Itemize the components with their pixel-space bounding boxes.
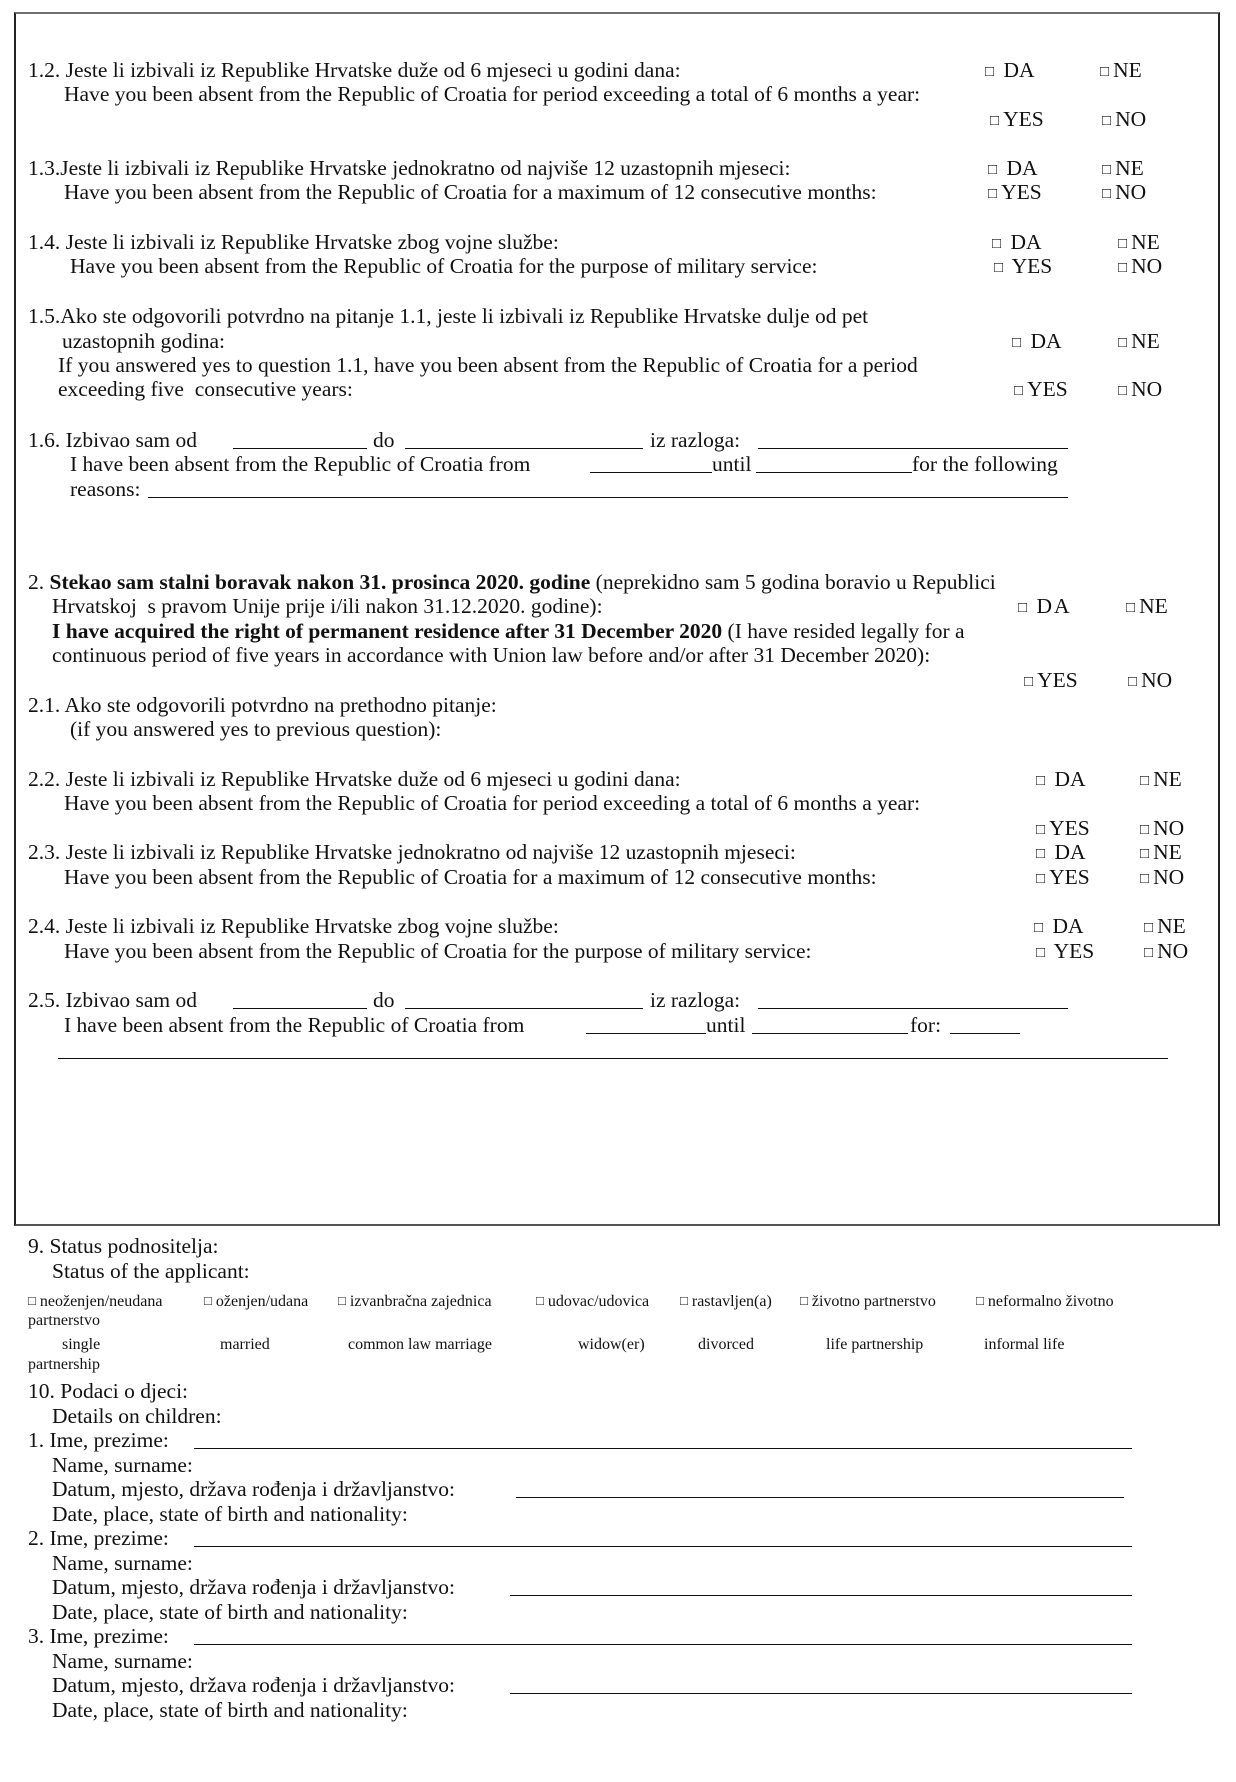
q1-6-reason-label: iz razloga: <box>650 428 741 452</box>
checkbox-icon: □ <box>1128 674 1138 690</box>
checkbox-icon: □ <box>1102 162 1112 178</box>
status-en-wrap: partnership <box>28 1356 100 1373</box>
q2-1-en-text: (if you answered yes to previous question): <box>70 717 442 741</box>
q1-4-da-checkbox[interactable]: □ DA <box>992 230 1042 254</box>
checkbox-icon: □ <box>1100 64 1110 80</box>
q1-5-hr-line1: 1.5.Ako ste odgovorili potvrdno na pitanje 1.1, jeste li izbivali iz Republike Hrvatske dulje od pet <box>28 304 869 328</box>
q2-en-line1: I have acquired the right of permanent residence after 31 December 2020 (I have resided legally for a <box>52 619 965 643</box>
child-3-birth-label: Datum, mjesto, država rođenja i državljanstvo: <box>52 1673 455 1697</box>
q2-4-da-checkbox[interactable]: □ DA <box>1034 914 1084 938</box>
q2-3-da-checkbox[interactable]: □ DA <box>1036 840 1086 864</box>
q2-hr-line2: Hrvatskoj s pravom Unije prije i/ili nakon 31.12.2020. godine): <box>52 594 603 618</box>
child-1-name-field[interactable] <box>194 1448 1132 1449</box>
child-1-name-en: Name, surname: <box>52 1453 193 1477</box>
q1-3-da-checkbox[interactable]: □ DA <box>988 156 1038 180</box>
status-opt-informal-life[interactable]: □ neformalno životno <box>976 1293 1114 1310</box>
child-3-birth-en: Date, place, state of birth and nationality: <box>52 1698 408 1722</box>
q2-3-en-text: Have you been absent from the Republic of Croatia for a maximum of 12 consecutive months: <box>64 865 877 889</box>
q2-5-extra-line-field[interactable] <box>58 1058 1168 1059</box>
q2-5-do-label: do <box>373 988 395 1012</box>
status-en-title: Status of the applicant: <box>52 1259 250 1283</box>
q1-2-hr-text: 1.2. Jeste li izbivali iz Republike Hrvatske duže od 6 mjeseci u godini dana: <box>28 58 681 82</box>
child-3-name-field[interactable] <box>194 1644 1132 1645</box>
q2-4-ne-checkbox[interactable]: □ NE <box>1144 914 1186 938</box>
q2-4-hr-text: 2.4. Jeste li izbivali iz Republike Hrvatske zbog vojne službe: <box>28 914 559 938</box>
q2-2-yes-checkbox[interactable]: □ YES <box>1036 816 1090 840</box>
q2-5-en-for-label: for: <box>910 1013 942 1037</box>
q2-5-en-until-field[interactable] <box>752 1033 908 1034</box>
checkbox-icon: □ <box>985 64 995 80</box>
q1-6-do-label: do <box>373 428 395 452</box>
children-en-title: Details on children: <box>52 1404 222 1428</box>
q1-6-en-prefix: I have been absent from the Republic of Croatia from <box>70 452 531 476</box>
child-2-name-field[interactable] <box>194 1546 1132 1547</box>
child-1-birth-field[interactable] <box>516 1497 1124 1498</box>
q1-4-ne-checkbox[interactable]: □ NE <box>1118 230 1160 254</box>
q2-4-yes-checkbox[interactable]: □ YES <box>1036 939 1095 963</box>
status-opt-widowed[interactable]: □ udovac/udovica <box>536 1293 650 1310</box>
q2-3-hr-text: 2.3. Jeste li izbivali iz Republike Hrvatske jednokratno od najviše 12 uzastopnih mjeseci: <box>28 840 796 864</box>
checkbox-icon: □ <box>1036 945 1046 961</box>
checkbox-icon: □ <box>1126 600 1136 616</box>
checkbox-icon: □ <box>1036 773 1046 789</box>
q2-5-en-for-field[interactable] <box>950 1033 1020 1034</box>
status-hr-wrap: partnerstvo <box>28 1312 100 1329</box>
checkbox-icon: □ <box>1118 236 1128 252</box>
q1-2-en-text: Have you been absent from the Republic of Croatia for period exceeding a total of 6 months a year: <box>64 82 921 106</box>
checkbox-icon: □ <box>1034 920 1044 936</box>
child-2-name-label: 2. Ime, prezime: <box>28 1526 169 1550</box>
q1-3-en-text: Have you been absent from the Republic of Croatia for a maximum of 12 consecutive months: <box>64 180 877 204</box>
checkbox-icon: □ <box>1036 871 1046 887</box>
checkbox-icon: □ <box>1012 335 1022 351</box>
checkbox-icon: □ <box>1014 383 1024 399</box>
q2-yes-checkbox[interactable]: □ YES <box>1024 668 1078 692</box>
status-en-common-law: common law marriage <box>348 1336 492 1353</box>
child-2-birth-field[interactable] <box>510 1595 1132 1596</box>
status-en-widowed: widow(er) <box>578 1336 645 1353</box>
child-3-name-label: 3. Ime, prezime: <box>28 1624 169 1648</box>
status-opt-common-law[interactable]: □ izvanbračna zajednica <box>338 1293 492 1310</box>
q2-5-from-field[interactable] <box>233 1008 367 1009</box>
status-en-life-partnership: life partnership <box>826 1336 924 1353</box>
q1-2-no-checkbox[interactable]: □ NO <box>1102 107 1147 131</box>
checkbox-icon: □ <box>536 1293 544 1308</box>
child-1-birth-label: Datum, mjesto, država rođenja i državljanstvo: <box>52 1477 455 1501</box>
q2-2-en-text: Have you been absent from the Republic of Croatia for period exceeding a total of 6 months a year: <box>64 791 921 815</box>
q1-4-en-text: Have you been absent from the Republic of Croatia for the purpose of military service: <box>70 254 818 278</box>
child-1-name-label: 1. Ime, prezime: <box>28 1428 169 1452</box>
checkbox-icon: □ <box>988 162 998 178</box>
q2-4-en-text: Have you been absent from the Republic of Croatia for the purpose of military service: <box>64 939 812 963</box>
q1-2-ne-checkbox[interactable]: □ NE <box>1100 58 1142 82</box>
q2-3-no-checkbox[interactable]: □ NO <box>1140 865 1185 889</box>
checkbox-icon: □ <box>800 1293 808 1308</box>
q1-6-to-field[interactable] <box>405 448 643 449</box>
checkbox-icon: □ <box>338 1293 346 1308</box>
checkbox-icon: □ <box>1036 822 1046 838</box>
q2-4-no-checkbox[interactable]: □ NO <box>1144 939 1189 963</box>
checkbox-icon: □ <box>1144 945 1154 961</box>
q2-hr-line1: 2. Stekao sam stalni boravak nakon 31. prosinca 2020. godine (neprekidno sam 5 godina boravio u Republici <box>28 570 996 594</box>
q1-6-from-field[interactable] <box>233 448 367 449</box>
child-1-birth-en: Date, place, state of birth and nationality: <box>52 1502 408 1526</box>
q1-6-en-until-label: until <box>712 452 752 476</box>
checkbox-icon: □ <box>1140 846 1150 862</box>
status-opt-divorced[interactable]: □ rastavljen(a) <box>680 1293 772 1310</box>
checkbox-icon: □ <box>1024 674 1034 690</box>
checkbox-icon: □ <box>1144 920 1154 936</box>
q1-6-en-from-field[interactable] <box>590 472 712 473</box>
status-opt-single[interactable]: □ neoženjen/neudana <box>28 1293 163 1310</box>
status-opt-married[interactable]: □ oženjen/udana <box>204 1293 309 1310</box>
checkbox-icon: □ <box>1118 260 1128 276</box>
checkbox-icon: □ <box>204 1293 212 1308</box>
q1-3-ne-checkbox[interactable]: □ NE <box>1102 156 1144 180</box>
q1-6-en-reasons-field[interactable] <box>148 497 1068 498</box>
q1-3-yes-checkbox[interactable]: □ YES <box>988 180 1042 204</box>
q1-3-hr-text: 1.3.Jeste li izbivali iz Republike Hrvatske jednokratno od najviše 12 uzastopnih mjeseci: <box>28 156 791 180</box>
q1-6-en-until-field[interactable] <box>756 472 912 473</box>
checkbox-icon: □ <box>992 236 1002 252</box>
q2-5-reason-label: iz razloga: <box>650 988 741 1012</box>
checkbox-icon: □ <box>1140 871 1150 887</box>
q1-4-hr-text: 1.4. Jeste li izbivali iz Republike Hrvatske zbog vojne službe: <box>28 230 559 254</box>
q1-5-en-line2: exceeding five consecutive years: <box>58 377 353 401</box>
q1-5-yes-checkbox[interactable]: □ YES <box>1014 377 1068 401</box>
q2-en-line2: continuous period of five years in accordance with Union law before and/or after 31 December 2020): <box>52 643 931 667</box>
q1-5-no-checkbox[interactable]: □ NO <box>1118 377 1163 401</box>
checkbox-icon: □ <box>680 1293 688 1308</box>
status-opt-life-partnership[interactable]: □ životno partnerstvo <box>800 1293 936 1310</box>
q1-5-ne-checkbox[interactable]: □ NE <box>1118 329 1160 353</box>
q1-3-no-checkbox[interactable]: □ NO <box>1102 180 1147 204</box>
q2-2-hr-text: 2.2. Jeste li izbivali iz Republike Hrvatske duže od 6 mjeseci u godini dana: <box>28 767 681 791</box>
checkbox-icon: □ <box>28 1293 36 1308</box>
checkbox-icon: □ <box>976 1293 984 1308</box>
status-en-informal-life: informal life <box>984 1336 1065 1353</box>
checkbox-icon: □ <box>1018 600 1028 616</box>
q2-3-ne-checkbox[interactable]: □ NE <box>1140 840 1182 864</box>
q1-5-hr-line2: uzastopnih godina: <box>62 329 226 353</box>
checkbox-icon: □ <box>1102 113 1112 129</box>
status-en-divorced: divorced <box>698 1336 754 1353</box>
checkbox-icon: □ <box>1102 186 1112 202</box>
q2-5-en-from-field[interactable] <box>586 1033 706 1034</box>
checkbox-icon: □ <box>1140 773 1150 789</box>
q2-5-en-prefix: I have been absent from the Republic of Croatia from <box>64 1013 525 1037</box>
checkbox-icon: □ <box>1118 383 1128 399</box>
q1-6-hr-prefix: 1.6. Izbivao sam od <box>28 428 197 452</box>
child-2-birth-en: Date, place, state of birth and nationality: <box>52 1600 408 1624</box>
q1-6-en-reasons-label: reasons: <box>70 477 141 501</box>
checkbox-icon: □ <box>988 186 998 202</box>
q2-5-to-field[interactable] <box>405 1008 643 1009</box>
q1-4-no-checkbox[interactable]: □ NO <box>1118 254 1163 278</box>
q2-5-en-until-label: until <box>706 1013 746 1037</box>
checkbox-icon: □ <box>994 260 1004 276</box>
checkbox-icon: □ <box>1140 822 1150 838</box>
q2-ne-checkbox[interactable]: □ NE <box>1126 594 1168 618</box>
q1-5-da-checkbox[interactable]: □ DA <box>1012 329 1062 353</box>
q2-2-ne-checkbox[interactable]: □ NE <box>1140 767 1182 791</box>
q1-2-yes-checkbox[interactable]: □ YES <box>990 107 1044 131</box>
q2-no-checkbox[interactable]: □ NO <box>1128 668 1173 692</box>
checkbox-icon: □ <box>1118 335 1128 351</box>
children-hr-title: 10. Podaci o djeci: <box>28 1379 189 1403</box>
q1-5-en-line1: If you answered yes to question 1.1, have you been absent from the Republic of Croatia for a period <box>58 353 918 377</box>
q2-5-reason-field[interactable] <box>758 1008 1068 1009</box>
child-2-birth-label: Datum, mjesto, država rođenja i državljanstvo: <box>52 1575 455 1599</box>
q2-2-no-checkbox[interactable]: □ NO <box>1140 816 1185 840</box>
status-en-single: single <box>62 1336 101 1353</box>
child-2-name-en: Name, surname: <box>52 1551 193 1575</box>
q2-2-da-checkbox[interactable]: □ DA <box>1036 767 1086 791</box>
checkbox-icon: □ <box>1036 846 1046 862</box>
q1-6-reason-field[interactable] <box>758 448 1068 449</box>
child-3-birth-field[interactable] <box>510 1693 1132 1694</box>
child-3-name-en: Name, surname: <box>52 1649 193 1673</box>
checkbox-icon: □ <box>990 113 1000 129</box>
status-hr-title: 9. Status podnositelja: <box>28 1234 219 1258</box>
q1-2-da-checkbox[interactable]: □ DA <box>985 58 1035 82</box>
status-en-married: married <box>220 1336 270 1353</box>
q2-1-hr-text: 2.1. Ako ste odgovorili potvrdno na prethodno pitanje: <box>28 693 497 717</box>
q2-5-hr-prefix: 2.5. Izbivao sam od <box>28 988 197 1012</box>
q1-4-yes-checkbox[interactable]: □ YES <box>994 254 1053 278</box>
q1-6-en-for-label: for the following <box>912 452 1058 476</box>
q2-da-checkbox[interactable]: □ DA <box>1018 594 1072 618</box>
q2-3-yes-checkbox[interactable]: □ YES <box>1036 865 1090 889</box>
